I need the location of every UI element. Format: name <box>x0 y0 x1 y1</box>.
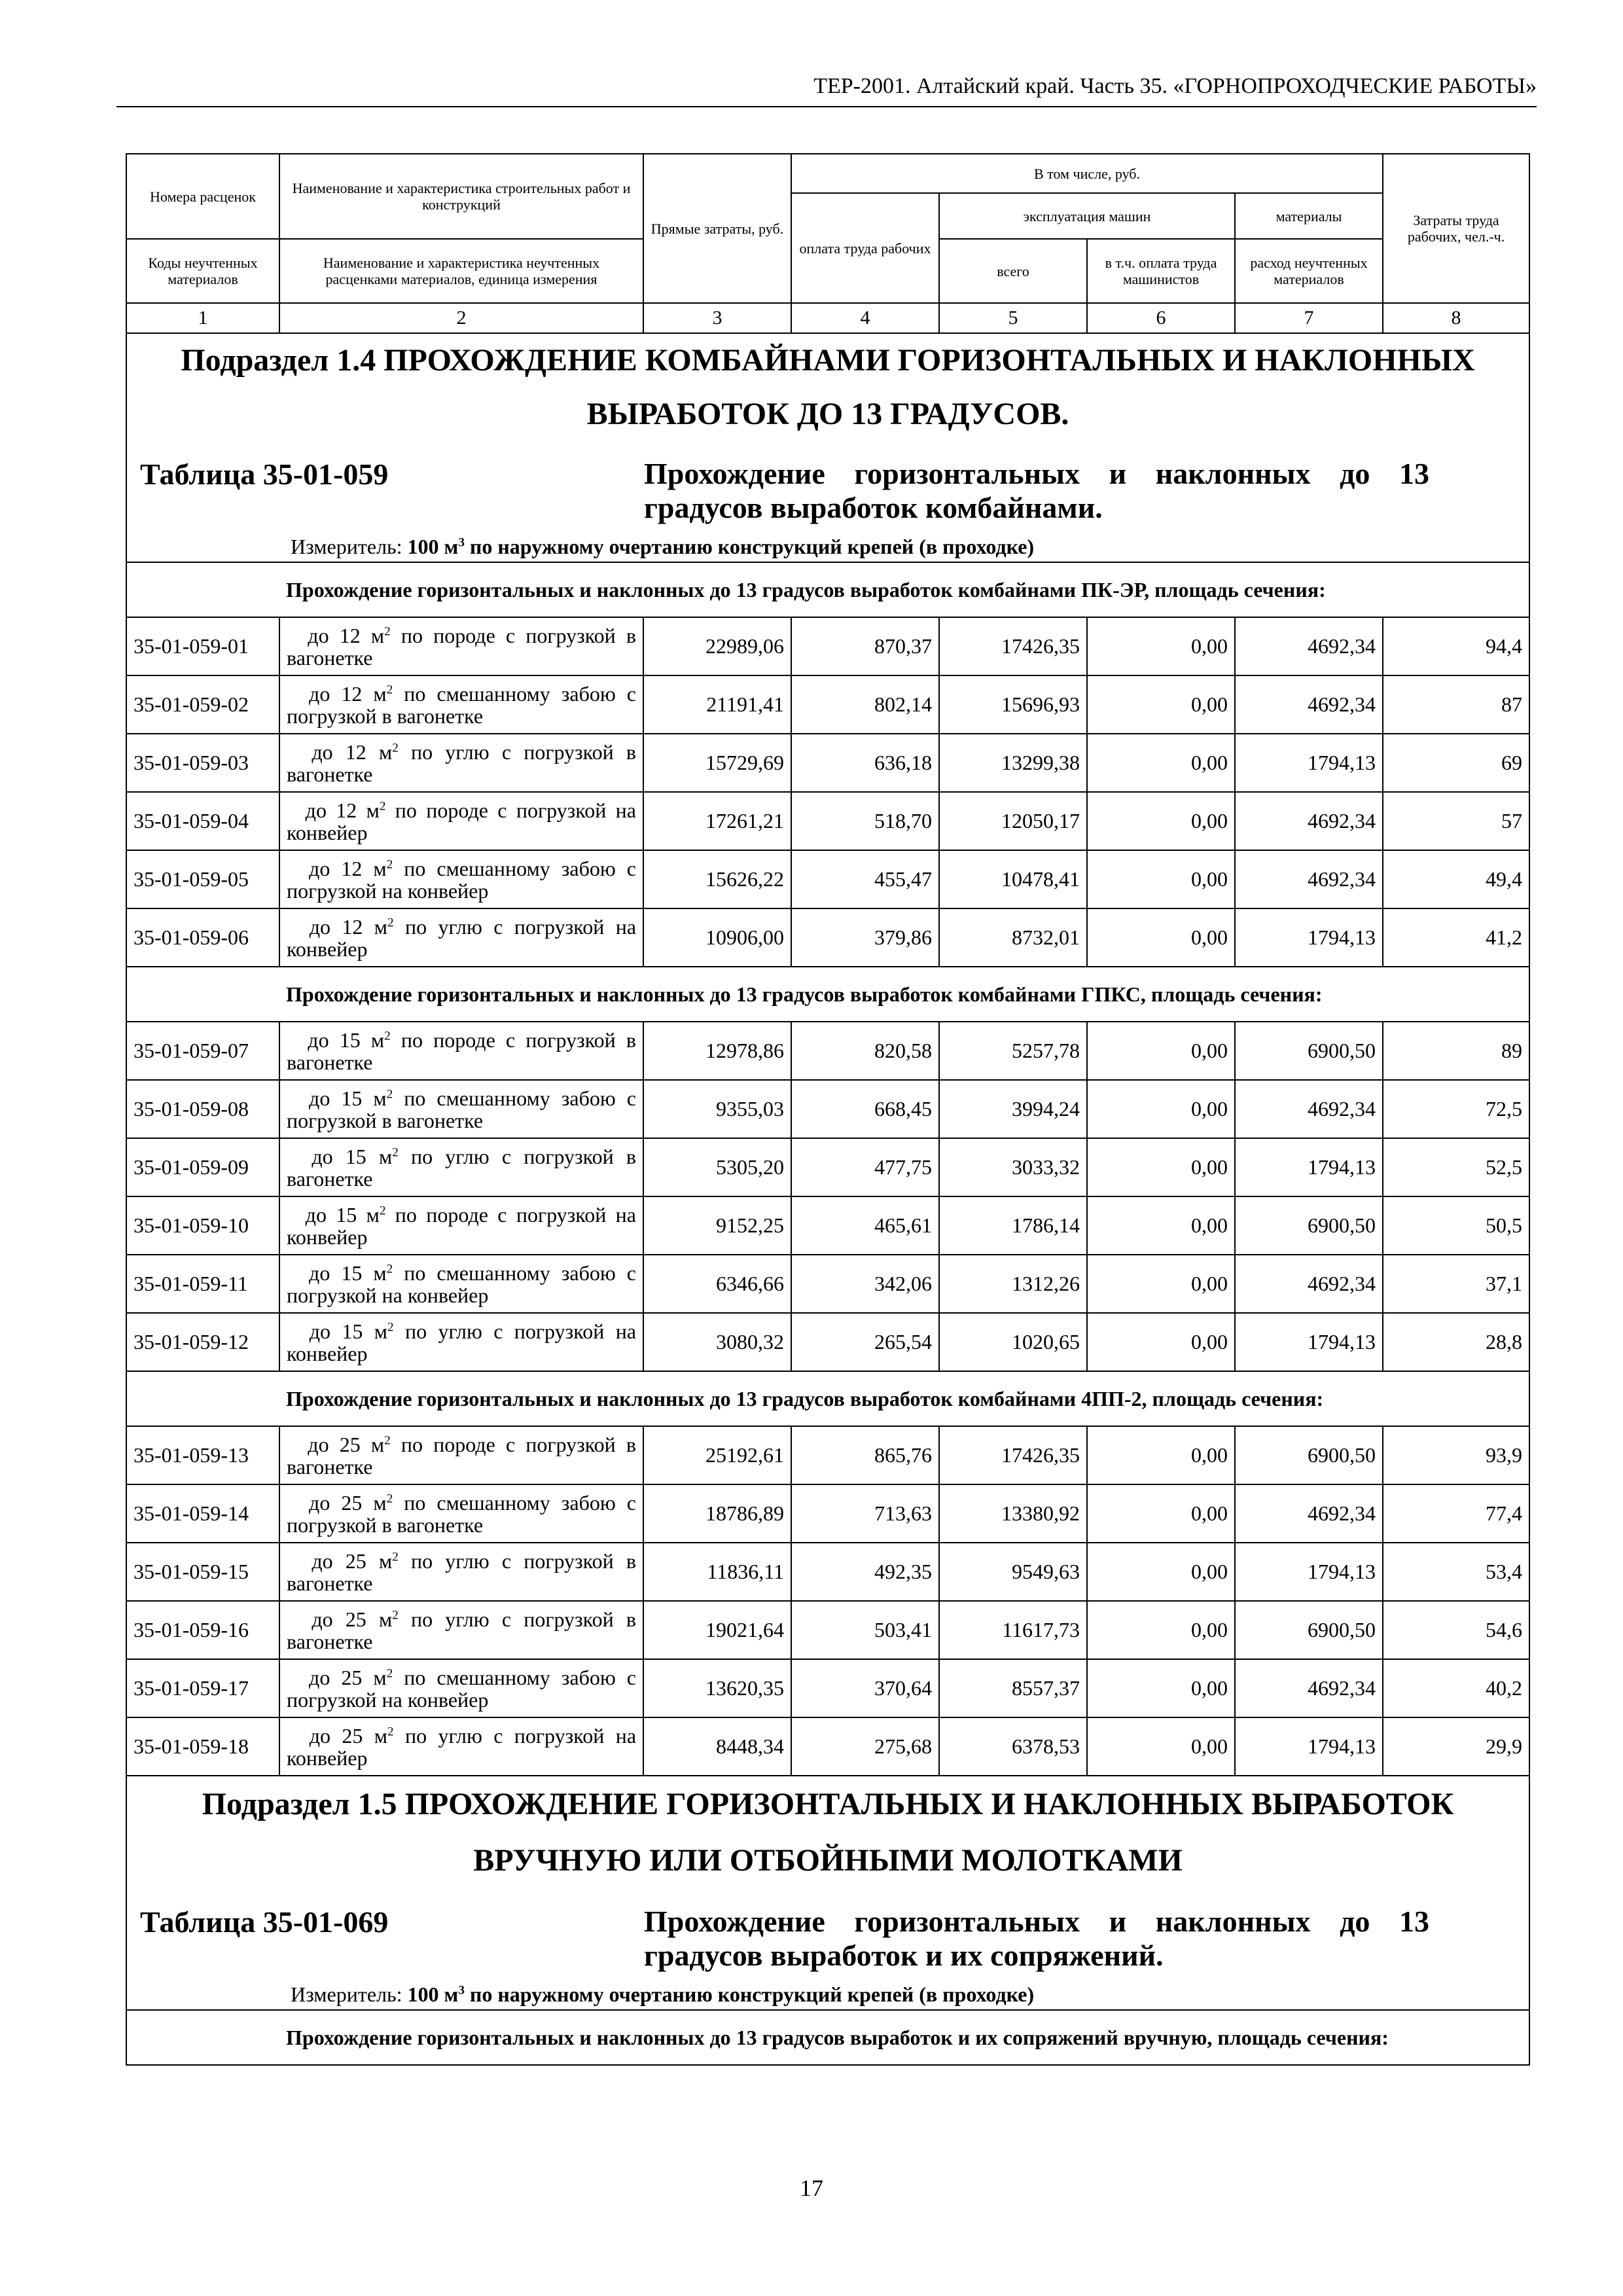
group-header-row <box>126 1371 1529 1426</box>
machinists-pay-value: 0,00 <box>1087 734 1235 792</box>
rate-description: по смешанному забою с погрузкой в вагонетке <box>287 681 636 728</box>
machines-value: 13299,38 <box>939 734 1087 792</box>
machines-value: 8557,37 <box>939 1659 1087 1717</box>
machinists-pay-value: 0,00 <box>1087 908 1235 967</box>
subsection-title-line-1: Подраздел 1.5 ПРОХОЖДЕНИЕ ГОРИЗОНТАЛЬНЫХ И НАКЛОННЫХ ВЫРАБОТОК <box>202 1787 1454 1821</box>
rate-size-sup: 2 <box>387 1724 394 1738</box>
meter-unit-sup: 3 <box>458 535 465 549</box>
rate-name <box>279 1543 643 1601</box>
table-caption <box>126 1889 1529 1979</box>
direct-costs-value: 17261,21 <box>643 792 791 850</box>
direct-costs-value: 8448,34 <box>643 1717 791 1776</box>
rate-name <box>279 1196 643 1255</box>
machinists-pay-value: 0,00 <box>1087 1659 1235 1717</box>
subsection-title <box>126 1776 1529 1889</box>
machines-value: 8732,01 <box>939 908 1087 967</box>
table-caption <box>126 441 1529 531</box>
col-direct-costs: Прямые затраты, руб. <box>643 154 791 303</box>
labor-pay-value: 342,06 <box>791 1255 939 1313</box>
labor-pay-value: 455,47 <box>791 850 939 908</box>
subsection-title-row <box>126 1776 1529 1889</box>
table-row <box>126 617 1529 675</box>
machinists-pay-value: 0,00 <box>1087 1138 1235 1196</box>
col-number: 6 <box>1087 303 1235 333</box>
column-numbers-row <box>126 303 1529 333</box>
machines-value: 13380,92 <box>939 1484 1087 1543</box>
table-description: Прохождение горизонтальных и наклонных до 13 градусов выработок комбайнами. <box>644 457 1429 524</box>
rate-size: до 25 м <box>312 1607 393 1631</box>
machines-value: 10478,41 <box>939 850 1087 908</box>
direct-costs-value: 11836,11 <box>643 1543 791 1601</box>
meter-text: по наружному очертанию конструкций крепей (в проходке) <box>469 1982 1035 2006</box>
direct-costs-value: 9355,03 <box>643 1080 791 1138</box>
rate-size-sup: 2 <box>392 740 399 755</box>
labor-hours-value: 29,9 <box>1383 1717 1529 1776</box>
table-row <box>126 1601 1529 1659</box>
table-row <box>126 675 1529 734</box>
rate-size-sup: 2 <box>387 1319 394 1334</box>
materials-value: 1794,13 <box>1235 1138 1383 1196</box>
machines-value: 11617,73 <box>939 1601 1087 1659</box>
rate-name <box>279 1255 643 1313</box>
direct-costs-value: 18786,89 <box>643 1484 791 1543</box>
rate-size: до 25 м <box>309 1723 388 1748</box>
direct-costs-value: 5305,20 <box>643 1138 791 1196</box>
meter-prefix: Измеритель: <box>291 534 402 558</box>
rate-size: до 12 м <box>305 798 380 822</box>
machinists-pay-value: 0,00 <box>1087 1484 1235 1543</box>
rate-size: до 15 м <box>312 1144 393 1168</box>
col-material-name: Наименование и характеристика неучтенных расценками материалов, единица измерения <box>279 239 643 303</box>
group-title: Прохождение горизонтальных и наклонных до 13 градусов выработок комбайнами ПК-ЭР, площадь сечения: <box>279 562 1529 617</box>
rate-description: по углю с погрузкой на конвейер <box>287 1319 637 1365</box>
materials-value: 4692,34 <box>1235 792 1383 850</box>
table-row <box>126 1717 1529 1776</box>
rate-description: по породе с погрузкой в вагонетке <box>287 623 637 670</box>
rate-description: по углю с погрузкой в вагонетке <box>287 1549 636 1595</box>
labor-pay-value: 870,37 <box>791 617 939 675</box>
machinists-pay-value: 0,00 <box>1087 1080 1235 1138</box>
rate-size: до 25 м <box>309 1665 387 1689</box>
rate-size-sup: 2 <box>384 1028 391 1043</box>
materials-value: 4692,34 <box>1235 1080 1383 1138</box>
rate-description: по углю с погрузкой на конвейер <box>287 1723 637 1770</box>
rate-size: до 15 м <box>308 1028 385 1052</box>
labor-pay-value: 465,61 <box>791 1196 939 1255</box>
rate-size-sup: 2 <box>386 1666 393 1680</box>
running-header: ТЕР-2001. Алтайский край. Часть 35. «ГОРНОПРОХОДЧЕСКИЕ РАБОТЫ» <box>116 73 1537 107</box>
rate-groups <box>126 562 1529 1776</box>
machinists-pay-value: 0,00 <box>1087 1196 1235 1255</box>
rate-size: до 15 м <box>305 1202 380 1227</box>
labor-pay-value: 802,14 <box>791 675 939 734</box>
labor-hours-value: 87 <box>1383 675 1529 734</box>
table-row <box>126 1543 1529 1601</box>
materials-value: 1794,13 <box>1235 1313 1383 1371</box>
col-number: 1 <box>126 303 279 333</box>
machinists-pay-value: 0,00 <box>1087 1543 1235 1601</box>
labor-pay-value: 820,58 <box>791 1022 939 1080</box>
machines-value: 15696,93 <box>939 675 1087 734</box>
rate-description: по смешанному забою с погрузкой на конвейер <box>287 1261 636 1307</box>
machines-value: 17426,35 <box>939 1426 1087 1484</box>
meter-unit: 100 м <box>407 534 459 558</box>
machines-value: 6378,53 <box>939 1717 1087 1776</box>
table-caption-row <box>126 1889 1529 1979</box>
rate-code: 35-01-059-14 <box>126 1484 279 1543</box>
rate-description: по породе с погрузкой на конвейер <box>287 1202 637 1249</box>
labor-hours-value: 93,9 <box>1383 1426 1529 1484</box>
table-row <box>126 1484 1529 1543</box>
machinists-pay-value: 0,00 <box>1087 1426 1235 1484</box>
direct-costs-value: 19021,64 <box>643 1601 791 1659</box>
materials-value: 6900,50 <box>1235 1601 1383 1659</box>
machines-value: 5257,78 <box>939 1022 1087 1080</box>
rate-description: по углю с погрузкой на конвейер <box>287 914 637 961</box>
materials-value: 1794,13 <box>1235 734 1383 792</box>
col-number: 3 <box>643 303 791 333</box>
table-row <box>126 1255 1529 1313</box>
rate-description: по смешанному забою с погрузкой в вагонетке <box>287 1490 636 1537</box>
rate-code: 35-01-059-03 <box>126 734 279 792</box>
materials-value: 4692,34 <box>1235 617 1383 675</box>
rate-size-sup: 2 <box>379 798 386 813</box>
rate-code: 35-01-059-06 <box>126 908 279 967</box>
materials-value: 4692,34 <box>1235 675 1383 734</box>
machinists-pay-value: 0,00 <box>1087 1717 1235 1776</box>
labor-pay-value: 379,86 <box>791 908 939 967</box>
materials-value: 1794,13 <box>1235 908 1383 967</box>
rate-size-sup: 2 <box>384 1433 391 1447</box>
labor-hours-value: 49,4 <box>1383 850 1529 908</box>
table-row <box>126 1138 1529 1196</box>
rate-name <box>279 1138 643 1196</box>
machines-value: 3033,32 <box>939 1138 1087 1196</box>
col-work-name: Наименование и характеристика строительных работ и конструкций <box>279 154 643 239</box>
table-row <box>126 1313 1529 1371</box>
rate-code: 35-01-059-10 <box>126 1196 279 1255</box>
table-meter <box>126 1979 1529 2010</box>
table-description: Прохождение горизонтальных и наклонных до 13 градусов выработок и их сопряжений. <box>644 1905 1429 1972</box>
col-number: 4 <box>791 303 939 333</box>
rate-code: 35-01-059-04 <box>126 792 279 850</box>
rate-size-sup: 2 <box>386 857 393 871</box>
col-number: 8 <box>1383 303 1529 333</box>
rate-code: 35-01-059-12 <box>126 1313 279 1371</box>
direct-costs-value: 15626,22 <box>643 850 791 908</box>
materials-value: 6900,50 <box>1235 1426 1383 1484</box>
meter-row <box>126 531 1529 562</box>
machines-value: 17426,35 <box>939 617 1087 675</box>
group-header-row <box>126 2010 1529 2065</box>
group-header-row <box>126 562 1529 617</box>
subsection-title-line-2: ВЫРАБОТОК ДО 13 ГРАДУСОВ. <box>586 397 1069 431</box>
machines-value: 12050,17 <box>939 792 1087 850</box>
rate-size-sup: 2 <box>387 915 394 929</box>
meter-unit-sup: 3 <box>458 1982 465 1997</box>
direct-costs-value: 13620,35 <box>643 1659 791 1717</box>
rate-size: до 25 м <box>312 1549 393 1573</box>
machinists-pay-value: 0,00 <box>1087 675 1235 734</box>
rate-code: 35-01-059-08 <box>126 1080 279 1138</box>
materials-value: 4692,34 <box>1235 1659 1383 1717</box>
rate-description: по породе с погрузкой на конвейер <box>287 798 637 844</box>
labor-hours-value: 28,8 <box>1383 1313 1529 1371</box>
rate-size: до 25 м <box>309 1490 387 1515</box>
subsection-title-line-1: Подраздел 1.4 ПРОХОЖДЕНИЕ КОМБАЙНАМИ ГОРИЗОНТАЛЬНЫХ И НАКЛОННЫХ <box>181 343 1475 378</box>
labor-pay-value: 636,18 <box>791 734 939 792</box>
rate-name <box>279 1717 643 1776</box>
group-title: Прохождение горизонтальных и наклонных до 13 градусов выработок комбайнами ГПКС, площадь сечения: <box>279 967 1529 1022</box>
materials-value: 6900,50 <box>1235 1022 1383 1080</box>
direct-costs-value: 6346,66 <box>643 1255 791 1313</box>
rate-size-sup: 2 <box>386 1086 393 1101</box>
meter-unit: 100 м <box>407 1982 459 2006</box>
labor-pay-value: 492,35 <box>791 1543 939 1601</box>
subsection-title <box>126 333 1529 441</box>
rate-code: 35-01-059-07 <box>126 1022 279 1080</box>
materials-value: 6900,50 <box>1235 1196 1383 1255</box>
rate-name <box>279 908 643 967</box>
group-title: Прохождение горизонтальных и наклонных до 13 градусов выработок и их сопряжений вручную, площадь сечения: <box>279 2010 1529 2065</box>
group-title: Прохождение горизонтальных и наклонных до 13 градусов выработок комбайнами 4ПП-2, площадь сечения: <box>279 1371 1529 1426</box>
table-row <box>126 1196 1529 1255</box>
direct-costs-value: 12978,86 <box>643 1022 791 1080</box>
rate-name <box>279 1601 643 1659</box>
rate-size-sup: 2 <box>392 1145 399 1159</box>
col-labor-pay: оплата труда рабочих <box>791 193 939 303</box>
group-header-row <box>126 967 1529 1022</box>
col-in-that-number: В том числе, руб. <box>791 154 1383 193</box>
rate-size-sup: 2 <box>384 624 391 638</box>
direct-costs-value: 9152,25 <box>643 1196 791 1255</box>
rate-description: по смешанному забою с погрузкой на конвейер <box>287 1665 636 1712</box>
labor-pay-value: 503,41 <box>791 1601 939 1659</box>
rate-size-sup: 2 <box>392 1607 399 1622</box>
rate-description: по смешанному забою с погрузкой в вагонетке <box>287 1086 636 1132</box>
table-row <box>126 850 1529 908</box>
labor-hours-value: 72,5 <box>1383 1080 1529 1138</box>
rate-name <box>279 850 643 908</box>
labor-hours-value: 77,4 <box>1383 1484 1529 1543</box>
machinists-pay-value: 0,00 <box>1087 1313 1235 1371</box>
direct-costs-value: 25192,61 <box>643 1426 791 1484</box>
col-machines-total: всего <box>939 239 1087 303</box>
rate-name <box>279 1659 643 1717</box>
col-rate-numbers: Номера расценок <box>126 154 279 239</box>
labor-hours-value: 52,5 <box>1383 1138 1529 1196</box>
machines-value: 1312,26 <box>939 1255 1087 1313</box>
labor-pay-value: 865,76 <box>791 1426 939 1484</box>
subsection-title-line-2: ВРУЧНУЮ ИЛИ ОТБОЙНЫМИ МОЛОТКАМИ <box>473 1843 1183 1878</box>
meter-text: по наружному очертанию конструкций крепей (в проходке) <box>469 534 1035 558</box>
col-number: 2 <box>279 303 643 333</box>
rate-name <box>279 1022 643 1080</box>
rates-table <box>126 153 1530 2066</box>
materials-value: 4692,34 <box>1235 1255 1383 1313</box>
machines-value: 3994,24 <box>939 1080 1087 1138</box>
rate-size: до 15 м <box>309 1261 387 1285</box>
rate-name <box>279 675 643 734</box>
rate-description: по породе с погрузкой в вагонетке <box>287 1432 637 1479</box>
labor-hours-value: 57 <box>1383 792 1529 850</box>
rate-code: 35-01-059-01 <box>126 617 279 675</box>
rate-name <box>279 1426 643 1484</box>
labor-hours-value: 40,2 <box>1383 1659 1529 1717</box>
rate-name <box>279 1313 643 1371</box>
machines-value: 1020,65 <box>939 1313 1087 1371</box>
labor-hours-value: 37,1 <box>1383 1255 1529 1313</box>
direct-costs-value: 3080,32 <box>643 1313 791 1371</box>
machinists-pay-value: 0,00 <box>1087 1255 1235 1313</box>
direct-costs-value: 15729,69 <box>643 734 791 792</box>
labor-pay-value: 370,64 <box>791 1659 939 1717</box>
machines-value: 1786,14 <box>939 1196 1087 1255</box>
labor-pay-value: 713,63 <box>791 1484 939 1543</box>
labor-pay-value: 265,54 <box>791 1313 939 1371</box>
header-row-1 <box>126 154 1529 193</box>
labor-pay-value: 668,45 <box>791 1080 939 1138</box>
labor-hours-value: 54,6 <box>1383 1601 1529 1659</box>
rate-size-sup: 2 <box>392 1549 399 1564</box>
col-number: 7 <box>1235 303 1383 333</box>
rate-name <box>279 1080 643 1138</box>
materials-value: 4692,34 <box>1235 1484 1383 1543</box>
table-row <box>126 1080 1529 1138</box>
meter-prefix: Измеритель: <box>291 1982 402 2006</box>
rate-size-sup: 2 <box>386 682 393 696</box>
rate-size: до 12 м <box>309 681 387 706</box>
machinists-pay-value: 0,00 <box>1087 1022 1235 1080</box>
machinists-pay-value: 0,00 <box>1087 617 1235 675</box>
labor-pay-value: 477,75 <box>791 1138 939 1196</box>
labor-hours-value: 53,4 <box>1383 1543 1529 1601</box>
rate-code: 35-01-059-16 <box>126 1601 279 1659</box>
table-meter <box>126 531 1529 562</box>
rate-code: 35-01-059-05 <box>126 850 279 908</box>
col-machines: эксплуатация машин <box>939 193 1235 239</box>
rate-code: 35-01-059-02 <box>126 675 279 734</box>
col-labor-costs: Затраты труда рабочих, чел.-ч. <box>1383 154 1529 303</box>
rate-name <box>279 734 643 792</box>
table-caption-row <box>126 441 1529 531</box>
subsection-title-row <box>126 333 1529 441</box>
col-materials: материалы <box>1235 193 1383 239</box>
labor-pay-value: 275,68 <box>791 1717 939 1776</box>
rate-size: до 12 м <box>312 740 393 764</box>
materials-value: 1794,13 <box>1235 1543 1383 1601</box>
table-row <box>126 908 1529 967</box>
rate-code: 35-01-059-15 <box>126 1543 279 1601</box>
labor-hours-value: 94,4 <box>1383 617 1529 675</box>
table-row <box>126 1022 1529 1080</box>
labor-pay-value: 518,70 <box>791 792 939 850</box>
rate-name <box>279 792 643 850</box>
machines-value: 9549,63 <box>939 1543 1087 1601</box>
col-codes: Коды неучтенных материалов <box>126 239 279 303</box>
rate-name <box>279 1484 643 1543</box>
rate-size: до 15 м <box>309 1086 387 1110</box>
rate-size-sup: 2 <box>379 1203 386 1217</box>
direct-costs-value: 22989,06 <box>643 617 791 675</box>
rate-description: по породе с погрузкой в вагонетке <box>287 1028 637 1074</box>
rate-description: по углю с погрузкой в вагонетке <box>287 740 636 786</box>
table-row <box>126 1426 1529 1484</box>
rate-size: до 12 м <box>309 914 388 939</box>
table-row <box>126 1659 1529 1717</box>
rate-size: до 12 м <box>308 623 385 647</box>
rate-size-sup: 2 <box>386 1261 393 1276</box>
machinists-pay-value: 0,00 <box>1087 792 1235 850</box>
direct-costs-value: 21191,41 <box>643 675 791 734</box>
table-label: Таблица 35-01-069 <box>140 1905 389 1939</box>
table-row <box>126 734 1529 792</box>
meter-row <box>126 1979 1529 2010</box>
rate-size: до 12 м <box>309 856 387 880</box>
rate-code: 35-01-059-11 <box>126 1255 279 1313</box>
rate-size-sup: 2 <box>386 1491 393 1505</box>
materials-value: 1794,13 <box>1235 1717 1383 1776</box>
labor-hours-value: 89 <box>1383 1022 1529 1080</box>
labor-hours-value: 69 <box>1383 734 1529 792</box>
materials-value: 4692,34 <box>1235 850 1383 908</box>
machinists-pay-value: 0,00 <box>1087 1601 1235 1659</box>
table-label: Таблица 35-01-059 <box>140 457 389 491</box>
machinists-pay-value: 0,00 <box>1087 850 1235 908</box>
table-row <box>126 792 1529 850</box>
labor-hours-value: 41,2 <box>1383 908 1529 967</box>
col-number: 5 <box>939 303 1087 333</box>
rate-name <box>279 617 643 675</box>
rate-description: по углю с погрузкой в вагонетке <box>287 1607 636 1653</box>
labor-hours-value: 50,5 <box>1383 1196 1529 1255</box>
rate-code: 35-01-059-09 <box>126 1138 279 1196</box>
col-unaccounted-materials: расход неучтенных материалов <box>1235 239 1383 303</box>
rate-size: до 15 м <box>309 1319 388 1343</box>
rate-code: 35-01-059-18 <box>126 1717 279 1776</box>
rate-size: до 25 м <box>308 1432 385 1456</box>
rate-code: 35-01-059-13 <box>126 1426 279 1484</box>
rate-description: по смешанному забою с погрузкой на конвейер <box>287 856 636 903</box>
page-number: 17 <box>800 2175 823 2201</box>
rate-description: по углю с погрузкой в вагонетке <box>287 1144 636 1191</box>
direct-costs-value: 10906,00 <box>643 908 791 967</box>
col-machinists-pay: в т.ч. оплата труда машинистов <box>1087 239 1235 303</box>
rate-code: 35-01-059-17 <box>126 1659 279 1717</box>
